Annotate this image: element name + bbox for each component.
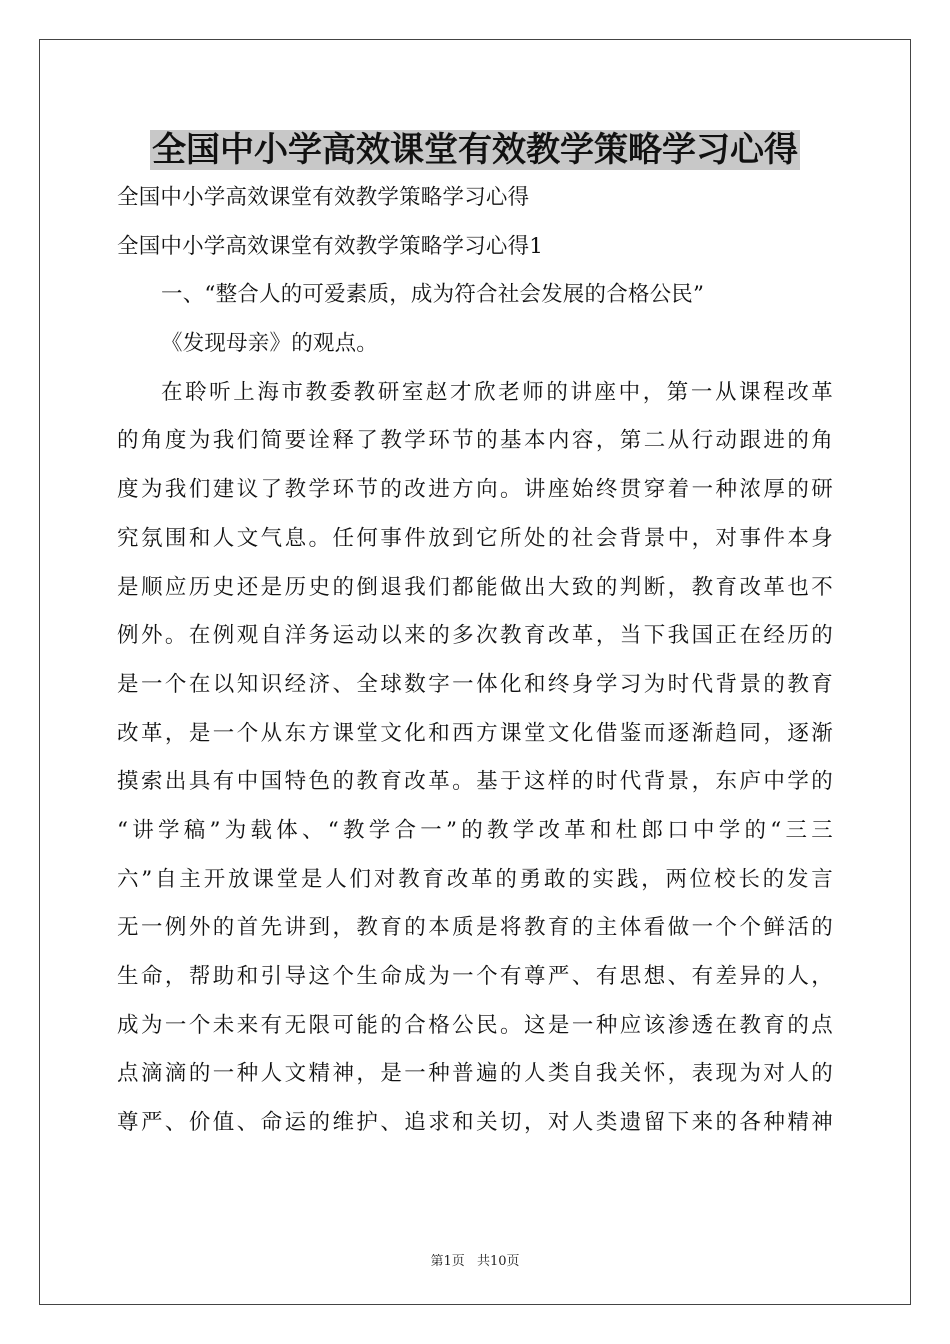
paragraph-line: 摸索出具有中国特色的教育改革。基于这样的时代背景，东庐中学的 <box>117 769 833 795</box>
paragraph-line: 无一例外的首先讲到，教育的本质是将教育的主体看做一个个鲜活的 <box>117 915 833 941</box>
paragraph-line: 的角度为我们简要诠释了教学环节的基本内容，第二从行动跟进的角 <box>117 428 833 454</box>
document-body <box>117 174 833 1148</box>
paragraph-line: 尊严、价值、命运的维护、追求和关切，对人类遗留下来的各种精神 <box>117 1110 833 1136</box>
paragraph-line: 度为我们建议了教学环节的改进方向。讲座始终贯穿着一种浓厚的研 <box>117 477 833 503</box>
paragraph-line: 《发现母亲》的观点。 <box>161 331 379 357</box>
paragraph-line: 六”自主开放课堂是人们对教育改革的勇敢的实践，两位校长的发言 <box>117 866 833 892</box>
page-total: 共10页 <box>476 1254 520 1269</box>
paragraph-line: 成为一个未来有无限可能的合格公民。这是一种应该渗透在教育的点 <box>117 1012 833 1038</box>
document-title <box>0 126 950 174</box>
paragraph-line: “讲学稿”为载体、“教学合一”的教学改革和杜郎口中学的“三三 <box>117 817 833 843</box>
page-number: 第1页 <box>430 1254 465 1269</box>
paragraph-line: 例外。在例观自洋务运动以来的多次教育改革，当下我国正在经历的 <box>117 623 833 649</box>
paragraph-line: 改革，是一个从东方课堂文化和西方课堂文化借鉴而逐渐趋同，逐渐 <box>117 720 833 746</box>
paragraph-line: 在聆听上海市教委教研室赵才欣老师的讲座中，第一从课程改革 <box>161 379 833 405</box>
paragraph-line: 究氛围和人文气息。任何事件放到它所处的社会背景中，对事件本身 <box>117 525 833 551</box>
subtitle-line: 全国中小学高效课堂有效教学策略学习心得 <box>117 185 530 210</box>
page-footer <box>0 1250 950 1269</box>
document-title-text: 全国中小学高效课堂有效教学策略学习心得 <box>152 130 798 170</box>
paragraph-line: 是一个在以知识经济、全球数字一体化和终身学习为时代背景的教育 <box>117 671 833 697</box>
paragraph-heading: 一、“整合人的可爱素质，成为符合社会发展的合格公民” <box>161 282 705 308</box>
paragraph-line: 是顺应历史还是历史的倒退我们都能做出大致的判断，教育改革也不 <box>117 574 833 600</box>
paragraph-line: 点滴滴的一种人文精神，是一种普遍的人类自我关怀，表现为对人的 <box>117 1061 833 1087</box>
section-heading: 全国中小学高效课堂有效教学策略学习心得1 <box>117 233 544 259</box>
paragraph-line: 生命，帮助和引导这个生命成为一个有尊严、有思想、有差异的人， <box>117 964 833 989</box>
